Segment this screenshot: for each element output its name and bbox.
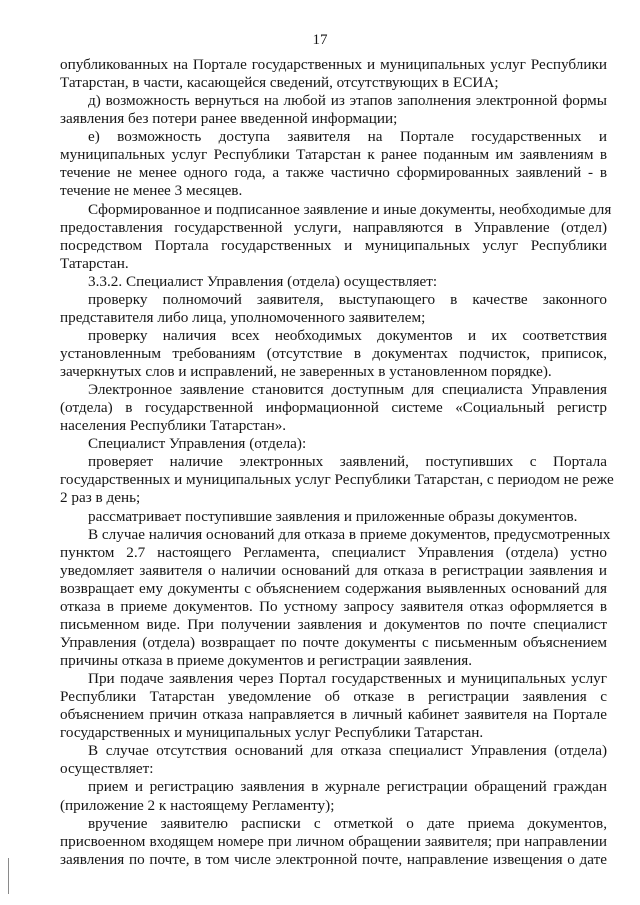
text-line: Специалист Управления (отдела):: [88, 435, 307, 453]
text-line: заявления без потери ранее введенной информации;: [60, 110, 398, 128]
text-line: Татарстан.: [60, 254, 129, 272]
text-line: зачеркнутых слов и исправлений, не заверенных в установленном порядке).: [60, 363, 552, 380]
text-line: заявления по почте, в том числе электронной почте, направление извещения о дате: [60, 850, 607, 868]
text-line: проверяет наличие электронных заявлений, поступивших с Портала: [88, 453, 607, 471]
text-line: Сформированное и подписанное заявление и иные документы, необходимые для: [88, 200, 612, 218]
text-line: муниципальных услуг Республики Татарстан к ранее поданным им заявлениям в: [60, 146, 607, 164]
text-line: Управления (отдела) возвращает по почте документы с письменным объяснением: [60, 633, 607, 651]
text-line: 3.3.2. Специалист Управления (отдела) осуществляет:: [88, 272, 438, 290]
text-line: присвоенном входящем номере при личном обращении заявителя; при направлении: [60, 832, 607, 850]
text-line: е) возможность доступа заявителя на Портале государственных и: [88, 128, 607, 146]
text-line: течение не менее одного года, а также частично сформированных заявлений - в: [60, 164, 607, 182]
page-number: 17: [312, 32, 328, 48]
text-line: опубликованных на Портале государственных и муниципальных услуг Республики: [60, 56, 607, 73]
text-line: возвращает ему документы с объяснением содержания выявленных оснований для: [60, 579, 607, 597]
text-line: причины отказа в приеме документов и регистрации заявления.: [60, 652, 473, 669]
text-line: государственных и муниципальных услуг Республики Татарстан.: [60, 724, 484, 742]
text-line: В случае наличия оснований для отказа в приеме документов, предусмотренных: [88, 525, 611, 543]
text-line: посредством Портала государственных и муниципальных услуг Республики: [60, 236, 607, 254]
text-line: Республики Татарстан уведомление об отказе в регистрации заявления с: [60, 688, 607, 706]
text-line: (отдела) в государственной информационной системе «Социальный регистр: [60, 399, 607, 417]
text-line: населения Республики Татарстан».: [60, 417, 287, 435]
text-line: д) возможность вернуться на любой из этапов заполнения электронной формы: [88, 92, 607, 110]
text-line: проверку полномочий заявителя, выступающего в качестве законного: [88, 290, 607, 308]
text-line: 2 раз в день;: [60, 489, 141, 507]
text-line: Электронное заявление становится доступным для специалиста Управления: [88, 381, 607, 399]
text-line: предоставления государственной услуги, направляются в Управление (отдел): [60, 218, 607, 236]
text-line: государственных и муниципальных услуг Республики Татарстан, с периодом не реже: [60, 471, 614, 489]
text-line: представителя либо лица, уполномоченного заявителем;: [60, 308, 426, 326]
text-line: прием и регистрацию заявления в журнале регистрации обращений граждан: [88, 778, 607, 796]
text-line: отказа в приеме документов. По устному запросу заявителя отказ оформляется в: [60, 597, 607, 615]
text-line: В случае отсутствия оснований для отказа специалист Управления (отдела): [88, 742, 607, 760]
text-line: рассматривает поступившие заявления и приложенные образы документов.: [88, 507, 578, 525]
text-line: осуществляет:: [60, 760, 154, 778]
text-line: уведомляет заявителя о наличии оснований для отказа в регистрации заявления и: [60, 561, 607, 579]
text-line: течение не менее 3 месяцев.: [60, 182, 243, 200]
text-line: письменном виде. При получении заявления и документов по почте специалист: [60, 615, 607, 633]
text-line: При подаче заявления через Портал государственных и муниципальных услуг: [88, 670, 607, 687]
text-line: установленным требованиям (отсутствие в документах подчисток, приписок,: [60, 345, 607, 362]
text-line: (приложение 2 к настоящему Регламенту);: [60, 796, 335, 814]
text-line: вручение заявителю расписки с отметкой о дате приема документов,: [88, 814, 607, 832]
text-line: объяснением причин отказа направляется в личный кабинет заявителя на Портале: [60, 706, 607, 724]
text-line: проверку наличия всех необходимых документов и их соответствия: [88, 326, 607, 344]
text-line: пунктом 2.7 настоящего Регламента, специалист Управления (отдела) устно: [60, 543, 607, 561]
text-line: Татарстан, в части, касающейся сведений, отсутствующих в ЕСИА;: [60, 74, 499, 92]
scan-margin-mark: [8, 858, 9, 894]
